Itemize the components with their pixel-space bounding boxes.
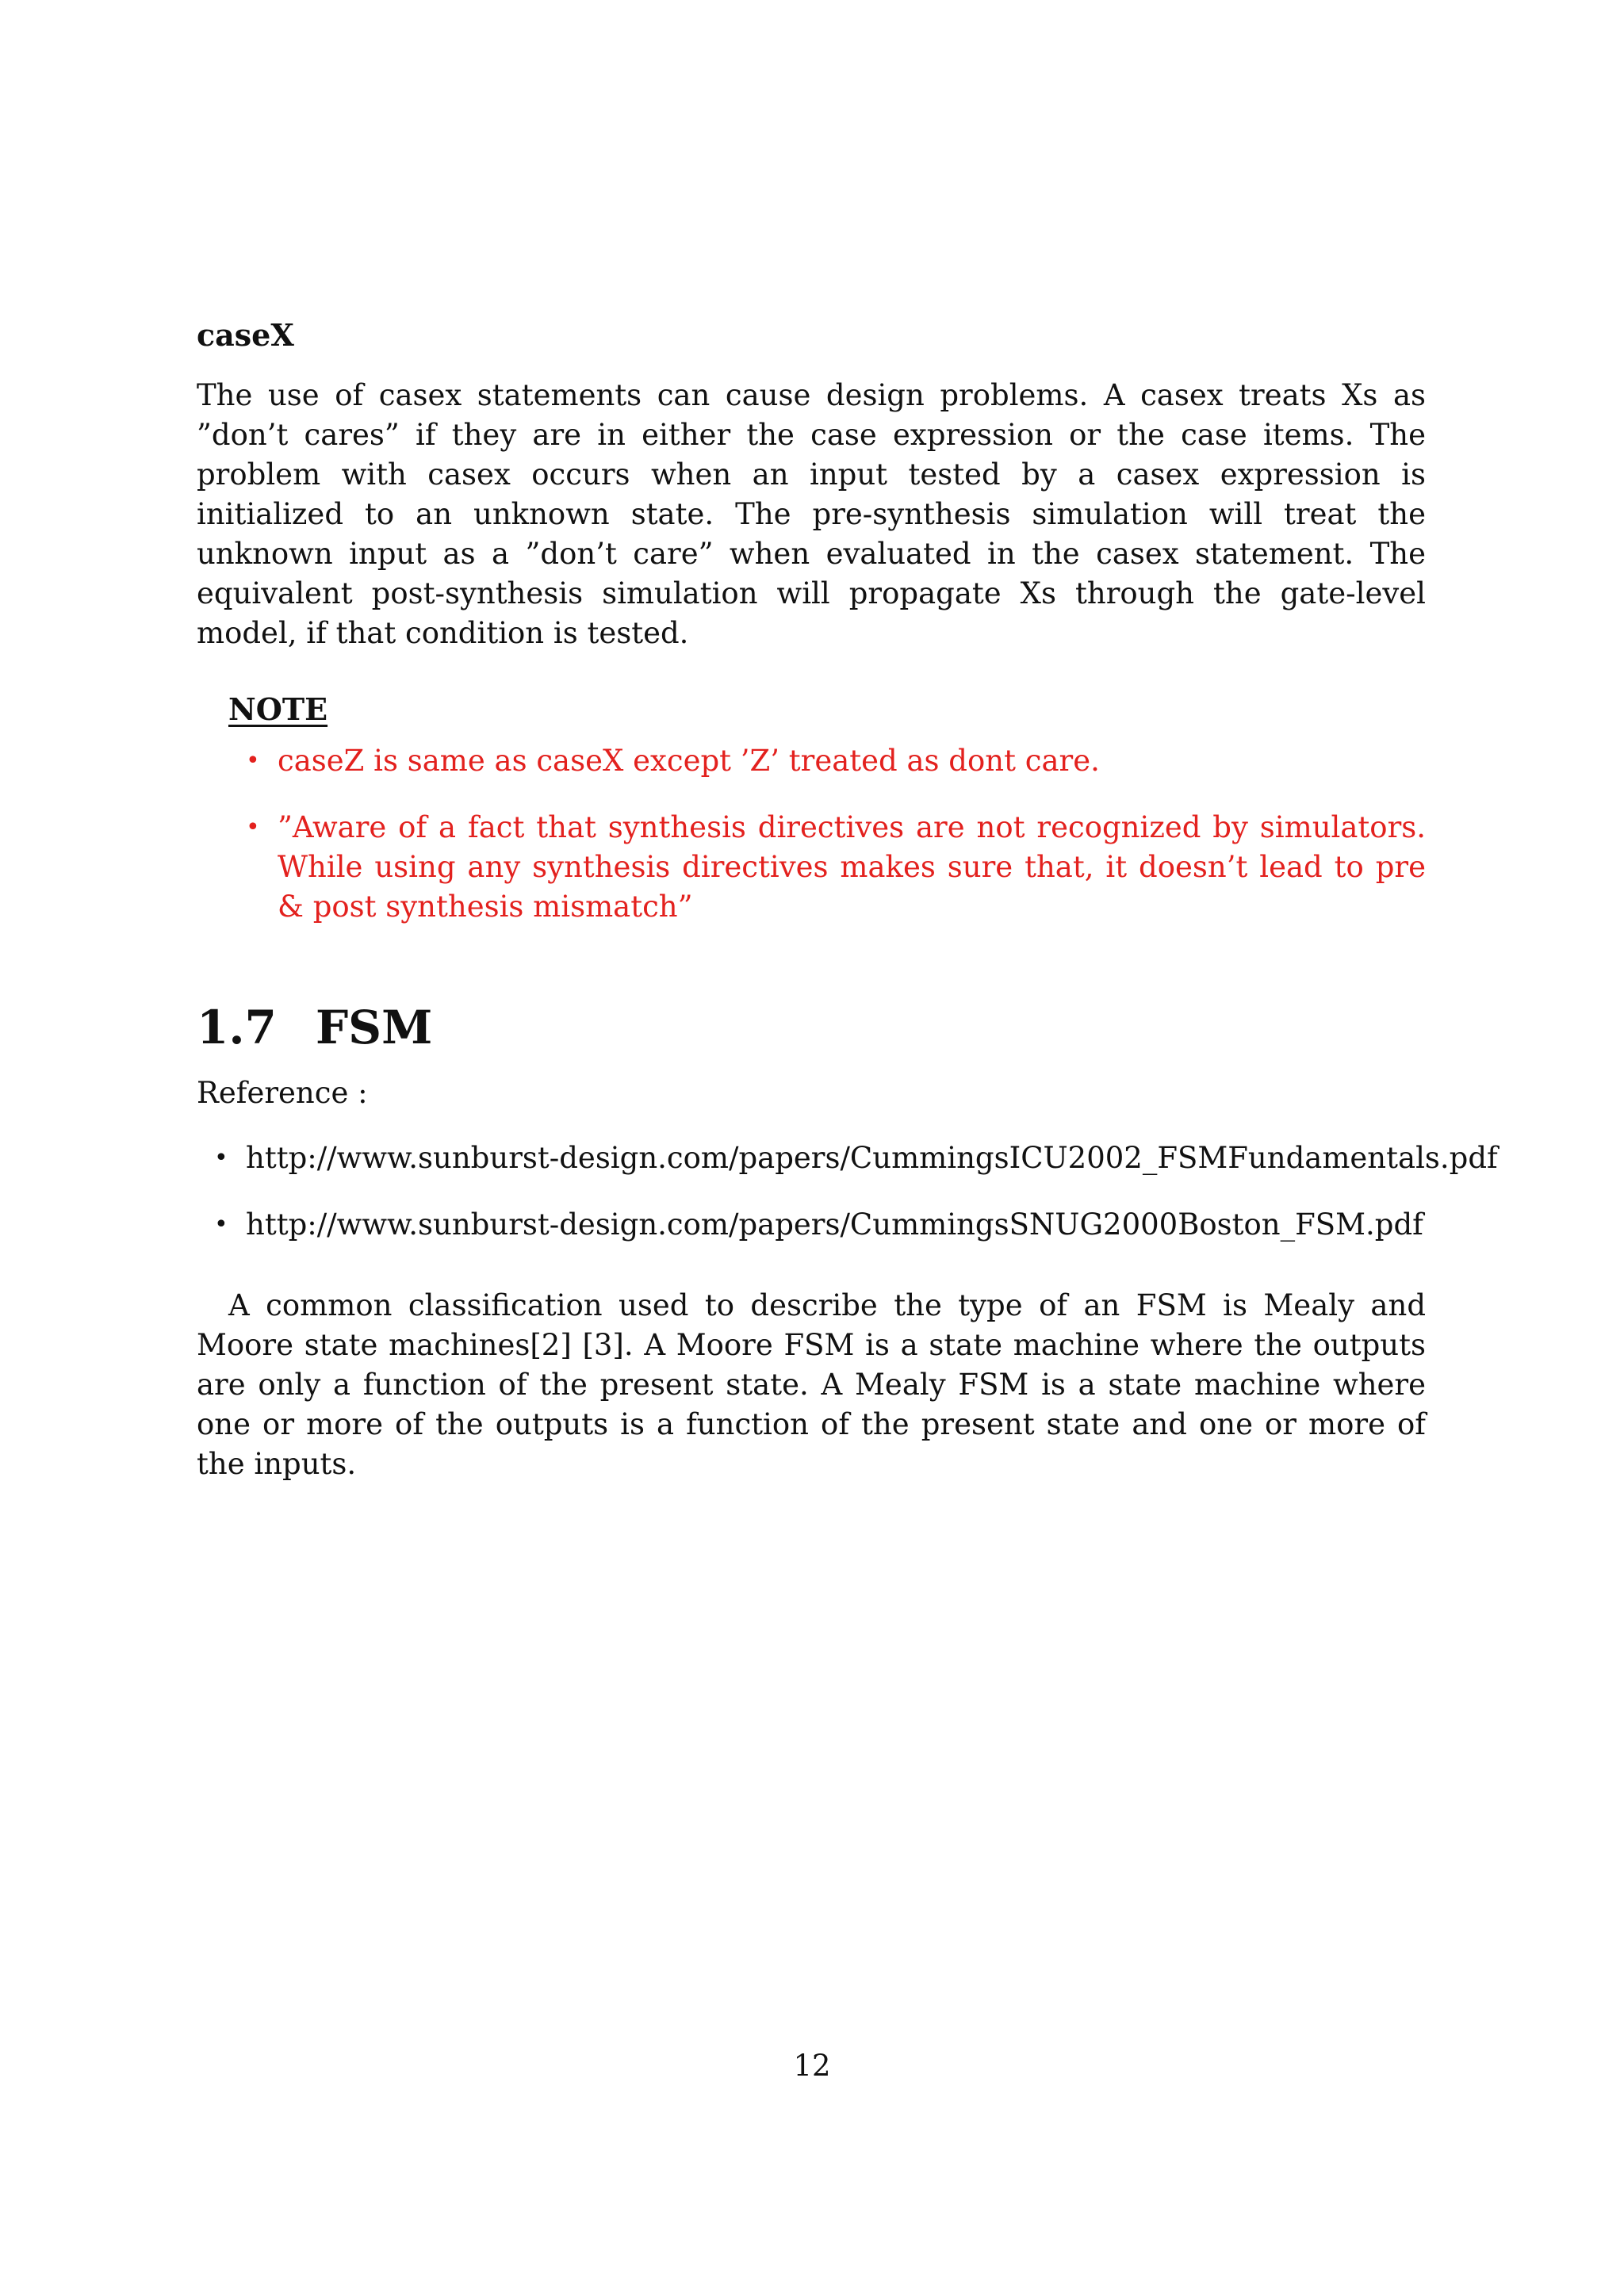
- reference-label: Reference :: [197, 1076, 368, 1111]
- section-title: FSM: [316, 1000, 433, 1054]
- note-list: [228, 741, 1426, 927]
- bullet-icon: •: [246, 813, 260, 841]
- note-item: [228, 808, 1426, 927]
- bullet-icon: •: [214, 1144, 228, 1173]
- bullet-icon: •: [246, 746, 260, 775]
- reference-item: [197, 1205, 1426, 1245]
- reference-list: [197, 1138, 1498, 1245]
- note-item-text: ”Aware of a fact that synthesis directives are not recognized by simulators. While using any synthesis directives makes sure that, it doesn’t lead to pre & post synthesis mismatch”: [278, 809, 1426, 924]
- note-block: [228, 691, 1426, 927]
- section-heading: [197, 1000, 1426, 1054]
- section-number: 1.7: [197, 1000, 277, 1054]
- casex-heading: caseX: [197, 317, 294, 353]
- fsm-paragraph: A common classification used to describe the type of an FSM is Mealy and Moore state machines[2] [3]. A Moore FSM is a state machine where the outputs are only a function of the present state. A Mealy FSM is a state machine where one or more of the outputs is a function of the present state and one or more of the inputs.: [197, 1288, 1426, 1482]
- page-number: 12: [793, 2049, 831, 2083]
- note-item-text: caseZ is same as caseX except ’Z’ treated as dont care.: [278, 743, 1100, 778]
- casex-paragraph: The use of casex statements can cause design problems. A casex treats Xs as ”don’t cares” if they are in either the case expression or the case items. The problem with casex occurs when an input tested by a casex expression is initialized to an unknown state. The pre-synthesis simulation will treat the unknown input as a ”don’t care” when evaluated in the casex statement. The equivalent post-synthesis simulation will propagate Xs through the gate-level model, if that condition is tested.: [197, 377, 1426, 650]
- bullet-icon: •: [214, 1211, 228, 1239]
- note-title: NOTE: [228, 691, 328, 727]
- reference-item: [197, 1138, 1498, 1178]
- document-page: [197, 317, 1498, 1484]
- reference-link[interactable]: http://www.sunburst-design.com/papers/CummingsICU2002_FSMFundamentals.pdf: [246, 1141, 1498, 1176]
- note-item: [228, 741, 1426, 781]
- reference-link[interactable]: http://www.sunburst-design.com/papers/CummingsSNUG2000Boston_FSM.pdf: [246, 1207, 1423, 1242]
